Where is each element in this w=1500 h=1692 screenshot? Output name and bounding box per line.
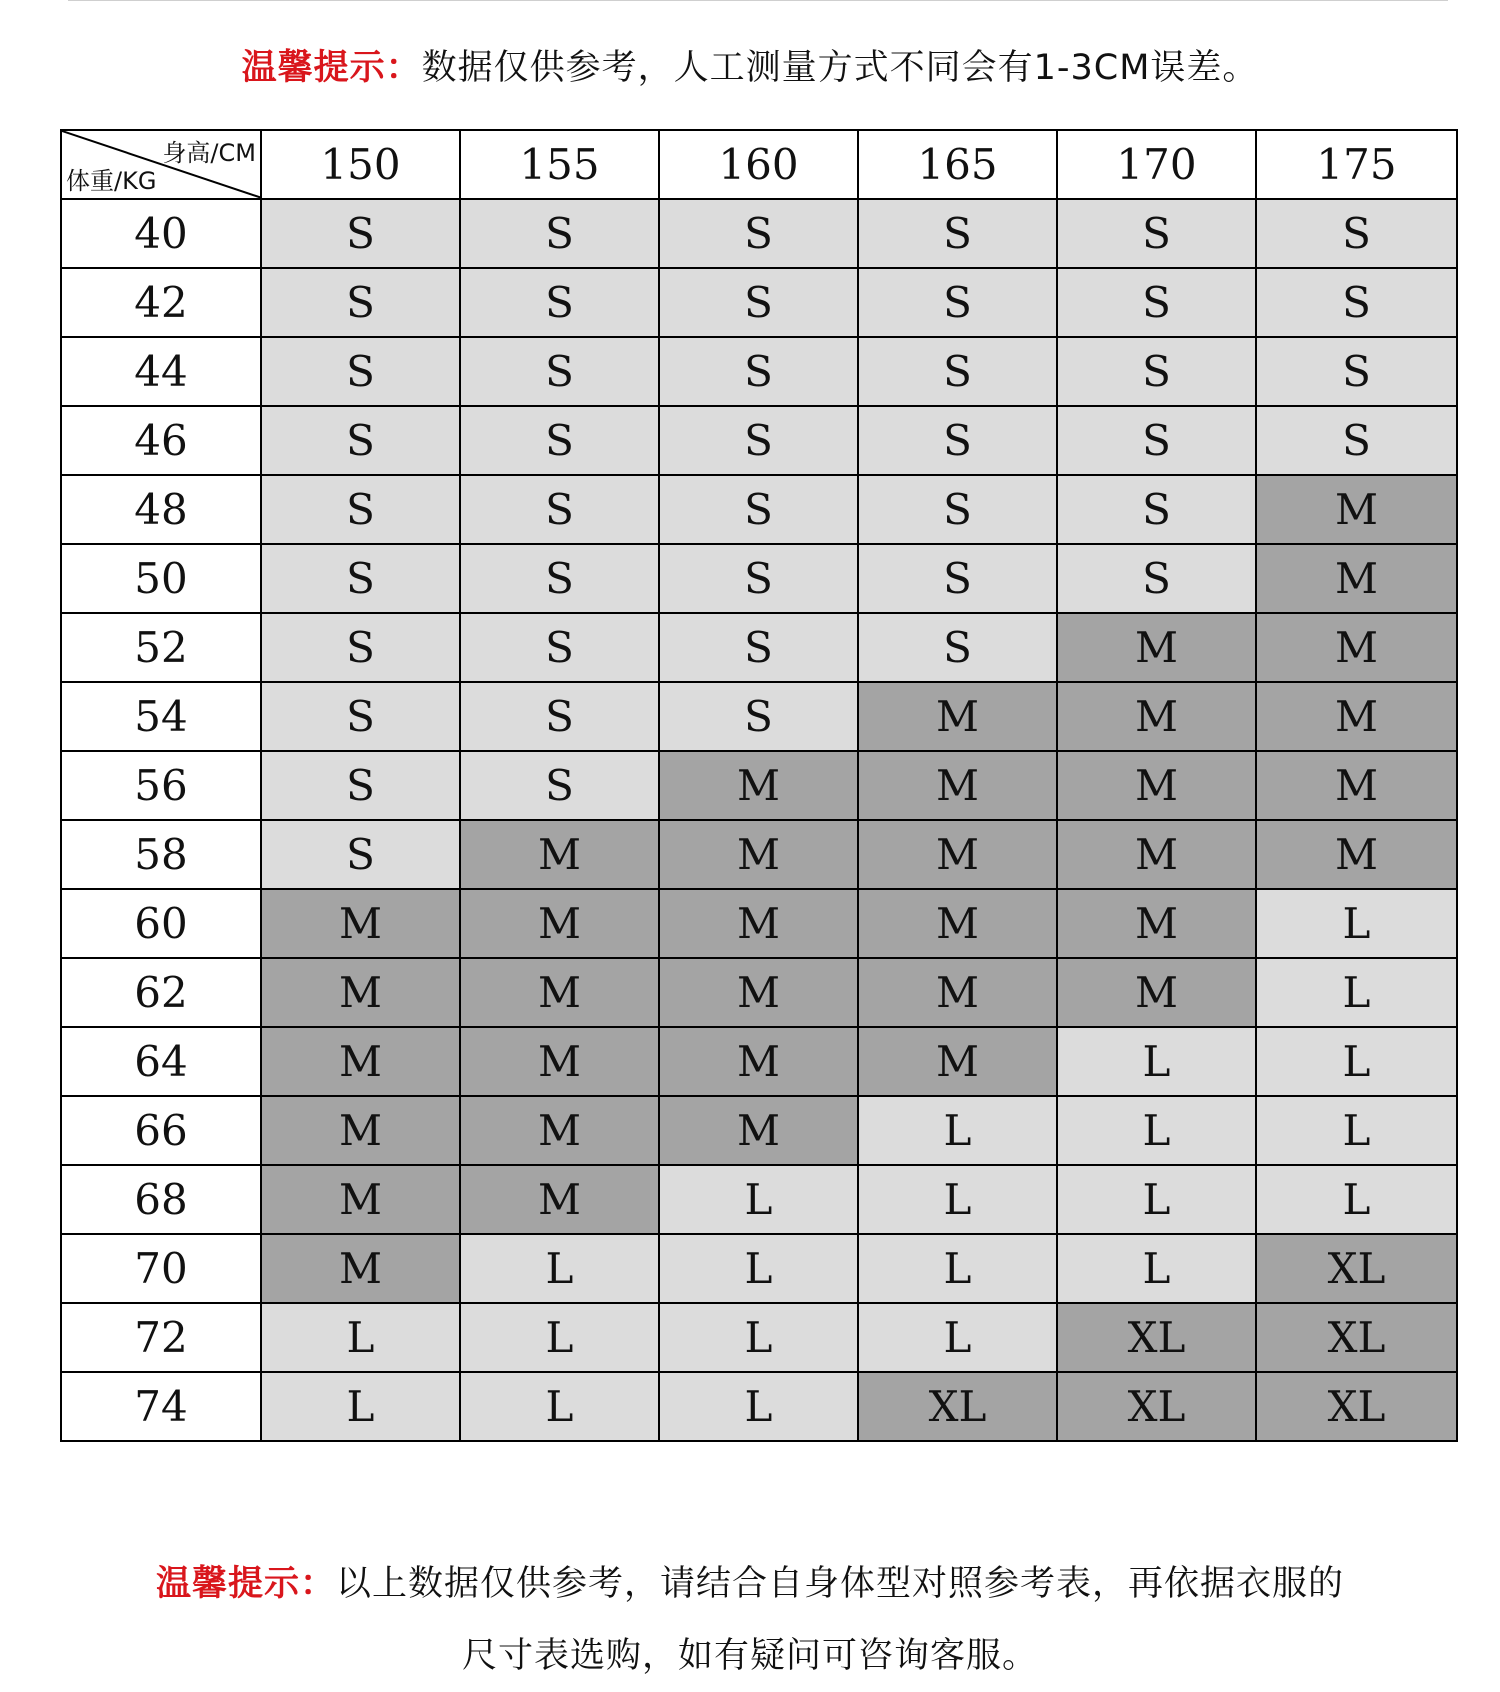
table-row [61, 682, 1457, 751]
table-row [61, 1096, 1457, 1165]
size-cell: L [261, 1303, 460, 1372]
height-header-cell: 160 [659, 130, 858, 199]
size-cell: L [460, 1372, 659, 1441]
corner-header-cell [61, 130, 261, 199]
size-cell: M [261, 958, 460, 1027]
size-cell: M [1057, 613, 1256, 682]
tip-top [0, 40, 1500, 90]
size-cell: S [858, 544, 1057, 613]
table-row [61, 751, 1457, 820]
size-cell: S [659, 199, 858, 268]
tip-bottom-line2: 尺寸表选购，如有疑问可咨询客服。 [461, 1636, 1038, 1676]
size-cell: M [659, 889, 858, 958]
size-cell: XL [1057, 1303, 1256, 1372]
table-row [61, 889, 1457, 958]
weight-cell: 40 [61, 199, 261, 268]
size-cell: S [659, 268, 858, 337]
size-cell: S [659, 337, 858, 406]
size-cell: S [1256, 199, 1457, 268]
weight-cell: 48 [61, 475, 261, 544]
size-cell: S [460, 406, 659, 475]
size-cell: M [858, 958, 1057, 1027]
size-cell: S [460, 544, 659, 613]
size-cell: L [858, 1234, 1057, 1303]
size-cell: L [1057, 1096, 1256, 1165]
size-cell: S [261, 406, 460, 475]
weight-cell: 64 [61, 1027, 261, 1096]
size-cell: L [659, 1372, 858, 1441]
header-row [61, 130, 1457, 199]
size-cell: S [858, 406, 1057, 475]
top-divider [68, 0, 1448, 1]
corner-height-label: 身高/CM [162, 139, 256, 167]
size-cell: S [1057, 406, 1256, 475]
size-cell: L [460, 1303, 659, 1372]
size-cell: L [460, 1234, 659, 1303]
size-cell: S [460, 682, 659, 751]
table-row [61, 1372, 1457, 1441]
size-cell: M [261, 889, 460, 958]
size-cell: S [1057, 268, 1256, 337]
size-cell: S [261, 199, 460, 268]
size-cell: S [460, 613, 659, 682]
table-row [61, 820, 1457, 889]
size-cell: L [261, 1372, 460, 1441]
weight-cell: 68 [61, 1165, 261, 1234]
size-cell: S [261, 544, 460, 613]
size-cell: M [1057, 751, 1256, 820]
size-cell: S [858, 613, 1057, 682]
size-cell: XL [1057, 1372, 1256, 1441]
size-cell: M [460, 1096, 659, 1165]
table-row [61, 268, 1457, 337]
size-cell: L [659, 1234, 858, 1303]
size-cell: L [1256, 889, 1457, 958]
table-row [61, 337, 1457, 406]
height-header-cell: 170 [1057, 130, 1256, 199]
size-cell: S [460, 199, 659, 268]
tip-bottom-label: 温馨提示： [155, 1564, 336, 1604]
size-cell: M [261, 1234, 460, 1303]
size-cell: L [659, 1165, 858, 1234]
size-cell: S [261, 751, 460, 820]
size-cell: M [1057, 889, 1256, 958]
size-cell: S [1256, 337, 1457, 406]
size-cell: L [659, 1303, 858, 1372]
size-cell: L [1057, 1234, 1256, 1303]
size-cell: M [659, 820, 858, 889]
weight-cell: 42 [61, 268, 261, 337]
size-cell: S [460, 268, 659, 337]
size-cell: M [460, 1165, 659, 1234]
size-cell: L [1256, 1027, 1457, 1096]
weight-cell: 62 [61, 958, 261, 1027]
table-row [61, 475, 1457, 544]
size-cell: M [1256, 475, 1457, 544]
weight-cell: 66 [61, 1096, 261, 1165]
size-cell: M [261, 1165, 460, 1234]
size-cell: M [659, 751, 858, 820]
size-cell: XL [1256, 1234, 1457, 1303]
size-cell: M [1057, 958, 1256, 1027]
size-cell: M [460, 820, 659, 889]
size-cell: M [858, 1027, 1057, 1096]
size-cell: S [858, 337, 1057, 406]
size-cell: XL [858, 1372, 1057, 1441]
size-cell: M [261, 1027, 460, 1096]
size-cell: L [858, 1096, 1057, 1165]
tip-bottom [0, 1548, 1500, 1692]
size-cell: S [858, 475, 1057, 544]
table-row [61, 544, 1457, 613]
weight-cell: 50 [61, 544, 261, 613]
height-header-cell: 175 [1256, 130, 1457, 199]
size-cell: S [460, 475, 659, 544]
weight-cell: 70 [61, 1234, 261, 1303]
size-cell: S [659, 475, 858, 544]
weight-cell: 74 [61, 1372, 261, 1441]
weight-cell: 58 [61, 820, 261, 889]
size-cell: M [261, 1096, 460, 1165]
weight-cell: 52 [61, 613, 261, 682]
size-cell: S [1256, 268, 1457, 337]
size-cell: M [659, 1027, 858, 1096]
size-cell: L [1256, 1096, 1457, 1165]
size-cell: S [460, 751, 659, 820]
size-cell: M [858, 682, 1057, 751]
size-cell: S [261, 682, 460, 751]
height-header-cell: 155 [460, 130, 659, 199]
size-cell: S [858, 268, 1057, 337]
weight-cell: 72 [61, 1303, 261, 1372]
size-cell: S [261, 268, 460, 337]
size-cell: S [261, 337, 460, 406]
size-cell: M [1256, 544, 1457, 613]
size-cell: L [1256, 1165, 1457, 1234]
size-cell: S [659, 544, 858, 613]
table-row [61, 1027, 1457, 1096]
size-cell: XL [1256, 1303, 1457, 1372]
size-cell: L [1256, 958, 1457, 1027]
weight-cell: 56 [61, 751, 261, 820]
table-row [61, 1234, 1457, 1303]
size-cell: S [1057, 544, 1256, 613]
size-cell: S [659, 613, 858, 682]
size-cell: S [460, 337, 659, 406]
tip-top-label: 温馨提示： [241, 48, 422, 88]
size-cell: M [1256, 820, 1457, 889]
size-cell: L [858, 1303, 1057, 1372]
weight-cell: 44 [61, 337, 261, 406]
size-cell: S [1057, 337, 1256, 406]
table-row [61, 199, 1457, 268]
size-cell: L [858, 1165, 1057, 1234]
table-row [61, 613, 1457, 682]
table-row [61, 406, 1457, 475]
weight-cell: 60 [61, 889, 261, 958]
table-row [61, 1165, 1457, 1234]
size-chart-table [60, 129, 1458, 1442]
size-cell: S [858, 199, 1057, 268]
size-cell: S [1057, 199, 1256, 268]
height-header-cell: 150 [261, 130, 460, 199]
size-cell: M [460, 889, 659, 958]
tip-bottom-line1: 以上数据仅供参考，请结合自身体型对照参考表，再依据衣服的 [336, 1564, 1345, 1604]
height-header-cell: 165 [858, 130, 1057, 199]
size-cell: S [659, 406, 858, 475]
tip-top-text: 数据仅供参考，人工测量方式不同会有1-3CM误差。 [421, 48, 1259, 88]
size-cell: M [1256, 613, 1457, 682]
weight-cell: 54 [61, 682, 261, 751]
size-cell: S [1256, 406, 1457, 475]
size-cell: M [460, 1027, 659, 1096]
size-cell: M [858, 751, 1057, 820]
size-cell: XL [1256, 1372, 1457, 1441]
corner-weight-label: 体重/KG [66, 167, 157, 195]
table-row [61, 1303, 1457, 1372]
size-cell: L [1057, 1165, 1256, 1234]
size-cell: M [1057, 820, 1256, 889]
size-cell: S [1057, 475, 1256, 544]
size-cell: S [261, 613, 460, 682]
size-cell: S [659, 682, 858, 751]
size-cell: M [659, 958, 858, 1027]
size-cell: M [1256, 682, 1457, 751]
size-cell: M [659, 1096, 858, 1165]
size-cell: S [261, 820, 460, 889]
weight-cell: 46 [61, 406, 261, 475]
size-cell: M [858, 820, 1057, 889]
size-cell: M [460, 958, 659, 1027]
size-cell: M [858, 889, 1057, 958]
size-cell: L [1057, 1027, 1256, 1096]
table-row [61, 958, 1457, 1027]
size-cell: M [1057, 682, 1256, 751]
size-cell: S [261, 475, 460, 544]
size-cell: M [1256, 751, 1457, 820]
